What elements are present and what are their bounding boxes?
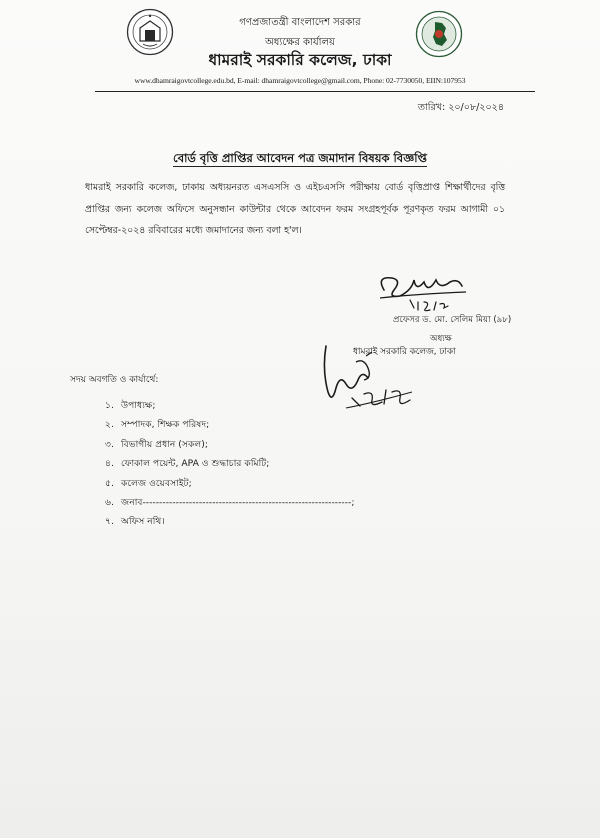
list-item-text: বিভাগীয় প্রধান (সকল); — [121, 438, 208, 450]
distribution-title: সদয় অবগতি ও কার্যার্থে: — [70, 375, 159, 385]
list-item-text: অফিস নথি। — [121, 516, 165, 528]
list-item-text: উপাধ্যক্ষ; — [121, 400, 156, 411]
list-item — [105, 493, 354, 512]
signatory-name: প্রফেসর ড. মো. সেলিম মিয়া (৯৮) — [393, 315, 512, 325]
notice-body: ধামরাই সরকারি কলেজ, ঢাকায় অধ্যয়নরত এসএসসি ও এইচএসসি পরীক্ষায় বোর্ড বৃত্তিপ্রাপ্ত শিক্ষার্থীদের বৃত্তি প্রাপ্তির জন্য কলেজ অফিসে অনুসন্ধান কাউন্টার থেকে আবেদন ফরম সংগ্রহপূর্বক পূরণকৃত ফরম আগামী ০১ সেপ্টেম্বর-২০২৪ রবিবারের মধ্যে জমাদানের জন্য বলা হ'ল। — [85, 182, 505, 236]
list-item-text: কলেজ ওয়েবসাইট; — [121, 477, 192, 489]
distribution-list — [105, 396, 354, 532]
list-item-number: ৪. — [105, 458, 114, 470]
notice-subject — [0, 150, 600, 169]
header-divider — [95, 91, 535, 92]
list-item-number: ৭. — [105, 516, 114, 528]
office-line: অধ্যক্ষের কার্যালয় — [265, 37, 335, 48]
list-item-text: সম্পাদক, শিক্ষক পরিষদ; — [121, 419, 210, 431]
list-item — [105, 435, 354, 454]
signatory-designation: অধ্যক্ষ — [430, 334, 452, 344]
list-item-text: জনাব---------------------------------------------------------------; — [121, 496, 355, 508]
list-item — [105, 474, 354, 493]
list-item-number: ৩. — [105, 438, 114, 450]
contact-details: www.dhamraigovtcollege.edu.bd, E-mail: dhamraigovtcollege@gmail.com, Phone: 02-7730050, EIIN:107953 — [134, 76, 466, 85]
notice-subject-text: বোর্ড বৃত্তি প্রাপ্তির আবেদন পত্র জমাদান বিষয়ক বিজ্ঞপ্তি — [173, 151, 427, 165]
principal-signature-icon — [366, 268, 476, 314]
signatory-college: ধামরাই সরকারি কলেজ, ঢাকা — [353, 347, 456, 357]
notice-date: তারিখ: ২০/০৮/২০২৪ — [417, 102, 504, 113]
list-item — [105, 454, 354, 473]
list-item — [105, 415, 354, 434]
list-item-number: ৬. — [105, 496, 114, 508]
list-item — [105, 512, 354, 531]
list-item-number: ৫. — [105, 477, 114, 489]
list-item-number: ২. — [105, 419, 114, 431]
list-item-text: ফোকাল পয়েন্ট, APA ও শুদ্ধাচার কমিটি; — [121, 458, 270, 470]
list-item — [105, 396, 354, 415]
government-line: গণপ্রজাতন্ত্রী বাংলাদেশ সরকার — [239, 17, 361, 28]
list-item-number: ১. — [105, 400, 114, 411]
college-name-heading: ধামরাই সরকারি কলেজ, ঢাকা — [208, 51, 392, 69]
